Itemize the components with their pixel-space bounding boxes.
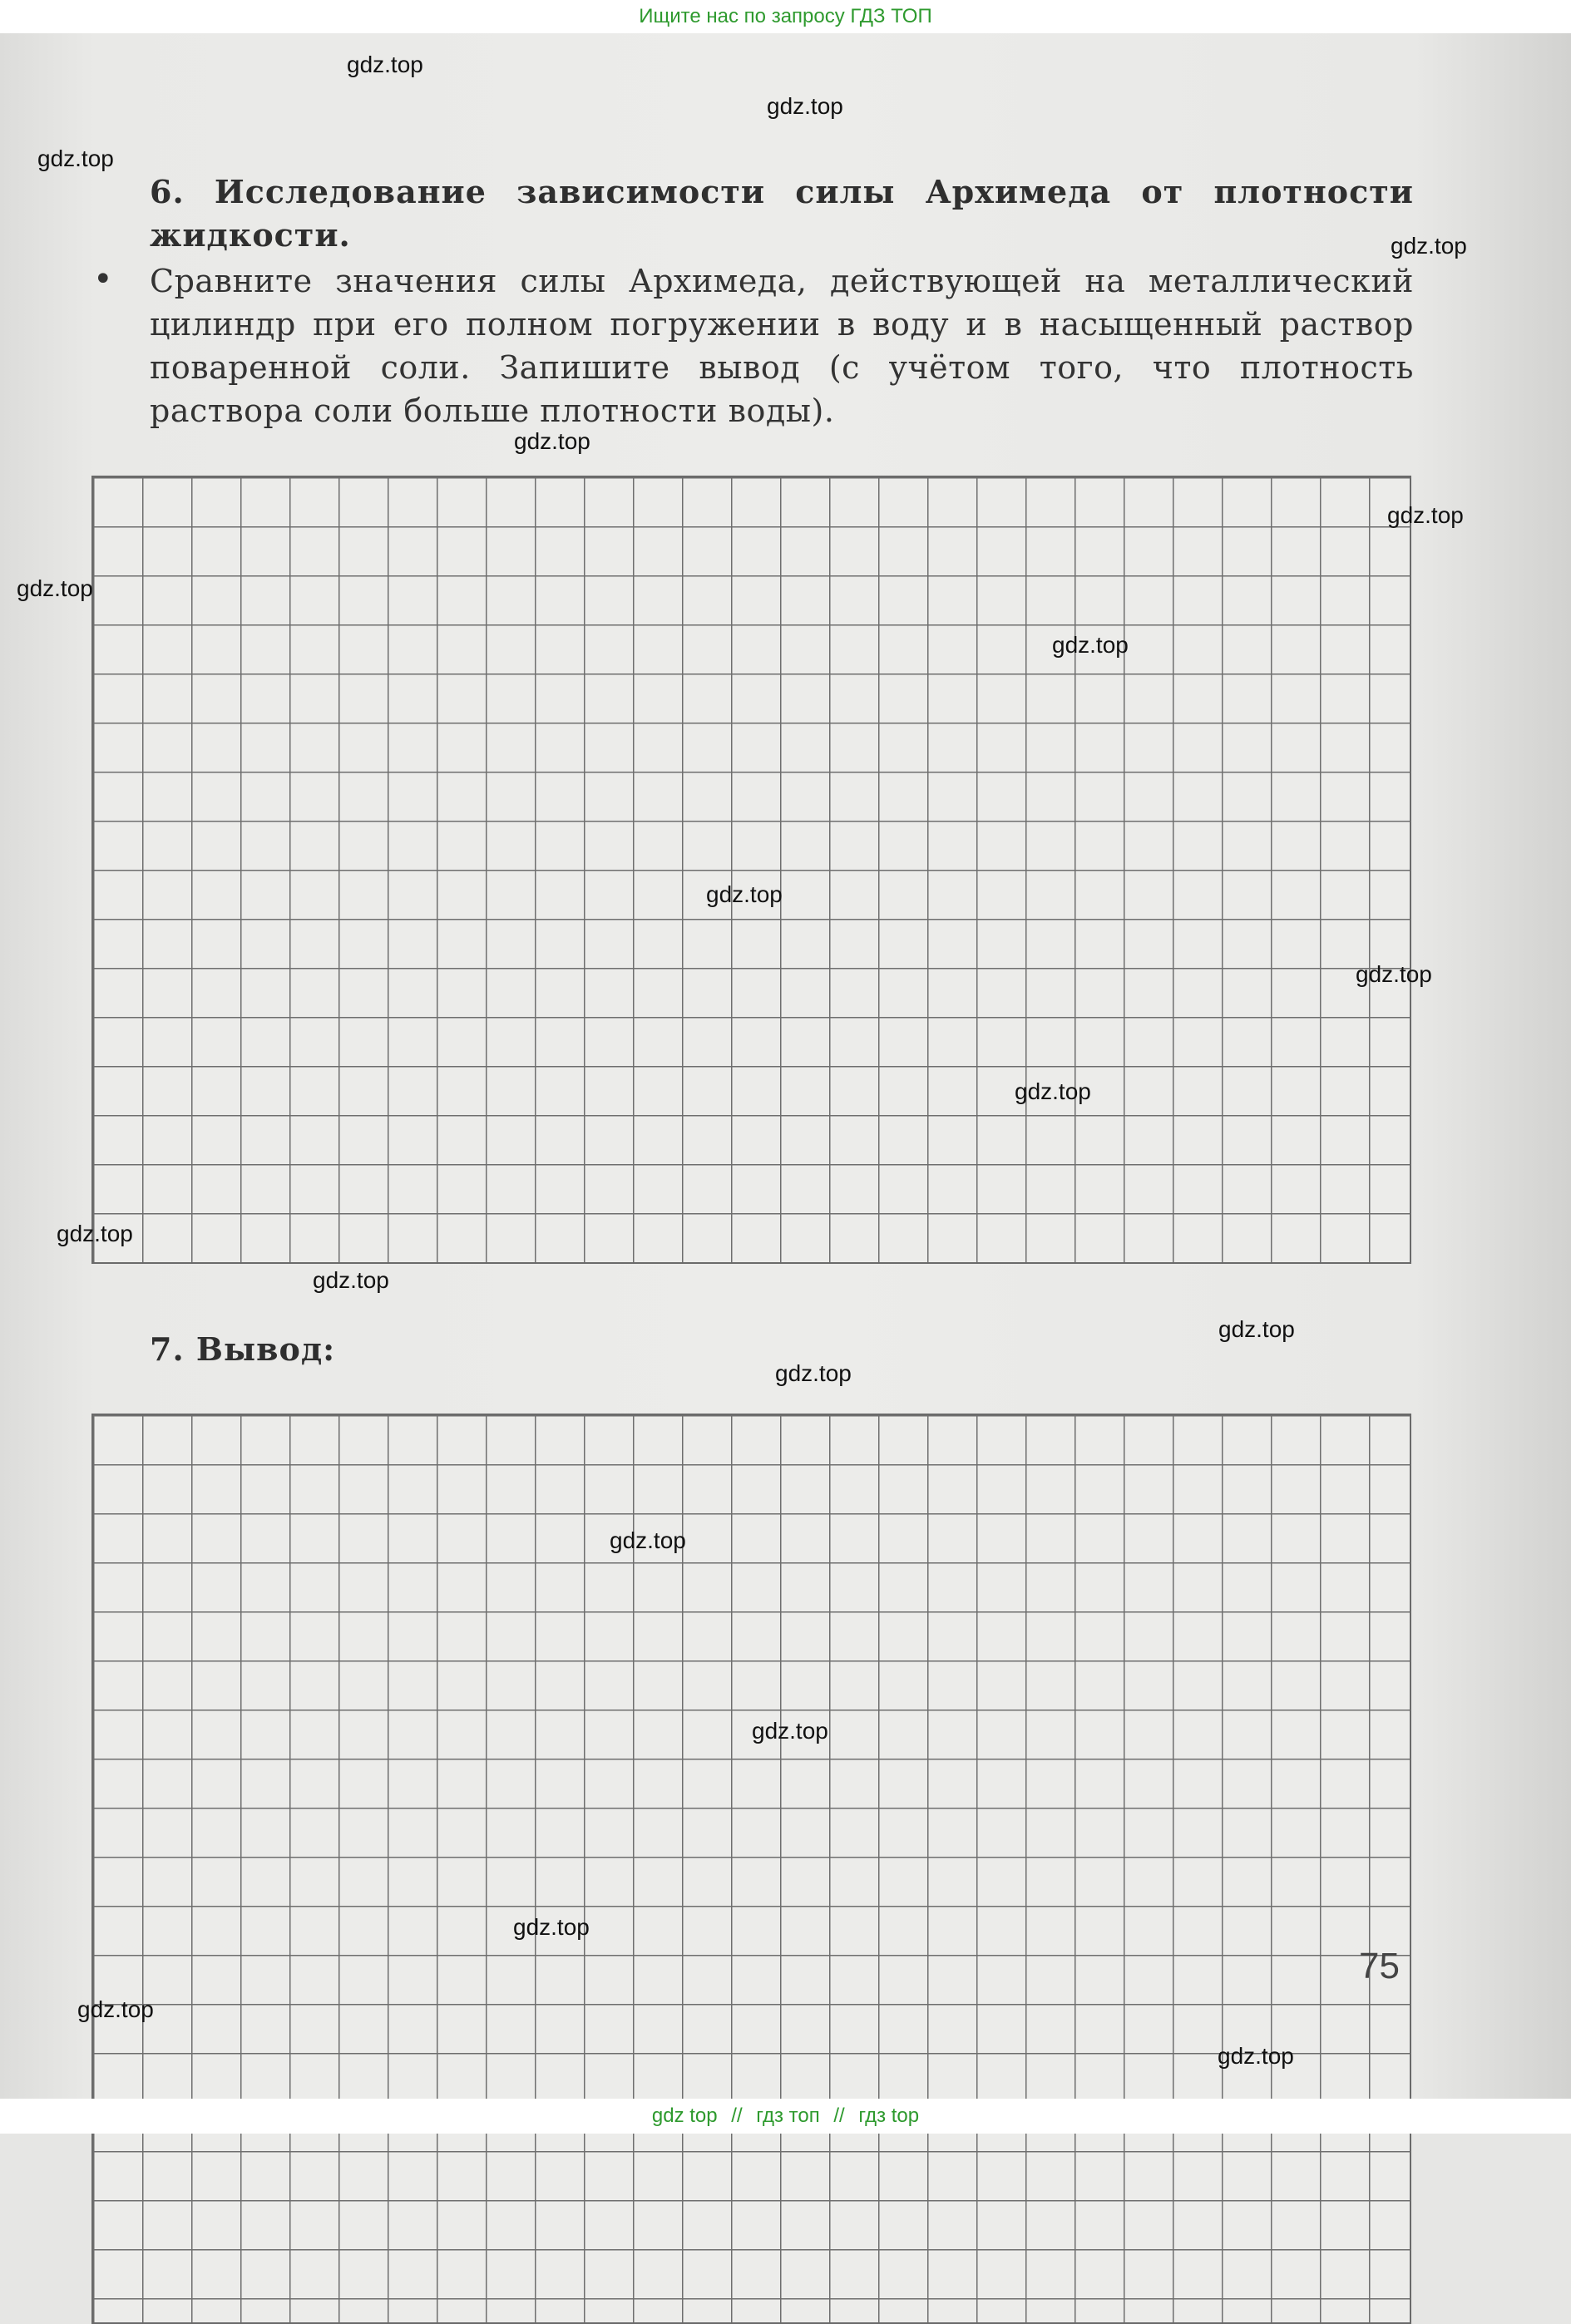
bottom-link-gdz-top-ru[interactable]: гдз топ [756,2104,820,2127]
watermark: gdz.top [1015,1078,1091,1104]
bottom-link-gdz-top[interactable]: gdz top [651,2104,718,2127]
watermark: gdz.top [347,52,423,77]
top-banner[interactable] [0,0,1571,33]
watermark: gdz.top [1052,632,1129,658]
watermark: gdz.top [17,575,93,601]
watermark: gdz.top [706,881,783,907]
bottom-link-gdz-top-mixed[interactable]: гдз top [858,2104,920,2127]
task7-heading: 7. Вывод: [150,1330,336,1368]
page-number: 75 [1359,1946,1400,1986]
watermark: gdz.top [514,428,590,454]
watermark: gdz.top [57,1221,133,1246]
bullet-marker: • [93,260,113,299]
watermark: gdz.top [610,1527,686,1553]
watermark: gdz.top [313,1267,389,1293]
watermark: gdz.top [752,1718,828,1744]
watermark: gdz.top [775,1360,852,1386]
watermark: gdz.top [767,93,843,119]
task6-text: Сравните значения силы Архимеда, действующей на металлический цилиндр при его полном погружении в воду и в насыщенный раствор поваренной соли. Запишите вывод (с учётом того, что плотность раствора соли больше плотности воды). [150,263,1414,429]
watermark: gdz.top [77,1996,154,2022]
task6-heading: 6. Исследование зависимости силы Архимеда от плотности жидкости. [150,173,1414,254]
bottom-separator: // [833,2104,845,2127]
watermark: gdz.top [37,146,114,171]
watermark: gdz.top [1387,502,1464,528]
answer-grid-task6 [91,476,1411,1264]
answer-grid-task7 [91,1414,1411,2324]
watermark: gdz.top [1218,2043,1294,2069]
watermark: gdz.top [1356,961,1432,987]
top-banner-text[interactable]: Ищите нас по запросу ГДЗ ТОП [639,5,932,27]
bottom-banner[interactable] [0,2099,1571,2134]
watermark: gdz.top [1391,233,1467,259]
watermark: gdz.top [513,1914,590,1940]
watermark: gdz.top [1218,1316,1295,1342]
bottom-separator: // [731,2104,743,2127]
